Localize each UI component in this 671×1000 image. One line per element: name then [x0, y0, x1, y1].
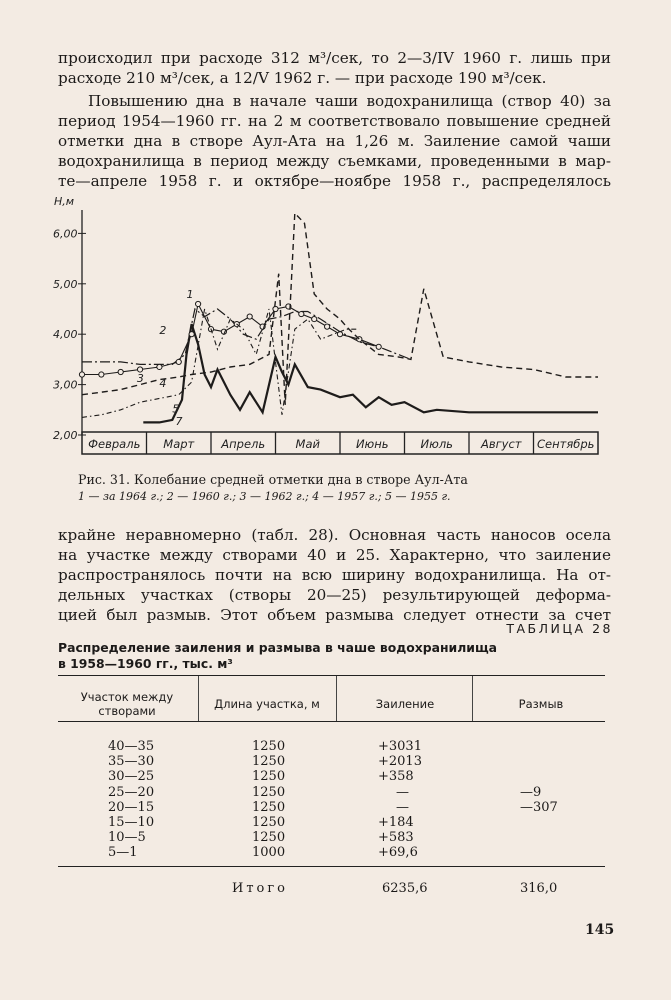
table-cell: — — [396, 784, 409, 800]
table-total-silting: 6235,6 — [382, 881, 428, 896]
data-point — [189, 332, 194, 337]
table-header-cell: Размыв — [518, 697, 564, 711]
data-point — [337, 332, 342, 337]
data-point — [247, 314, 252, 319]
table-cell: 40—35 — [108, 739, 155, 754]
x-tick-label: Август — [480, 437, 522, 451]
table-cell: +3031 — [378, 739, 422, 754]
data-point — [99, 372, 104, 377]
table-cell: 10—5 — [108, 830, 146, 846]
table-header-cell: Длина участка, м — [214, 697, 320, 711]
text-line: расходе 210 м³/сек, а 12/V 1962 г. — при расходе 190 м³/сек. — [58, 69, 547, 87]
data-point — [325, 324, 330, 329]
table-cell: 5—1 — [108, 845, 138, 861]
x-tick-label: Сентябрь — [537, 437, 595, 451]
text-line: отметки дна в створе Аул-Ата на 1,26 м. Заиление самой чаши — [58, 132, 611, 150]
x-tick-label: Июнь — [355, 437, 389, 451]
data-point — [176, 359, 181, 364]
paragraph-2 — [58, 91, 611, 191]
table-header-cell: Участок между створами — [80, 690, 174, 718]
y-tick-label: 2,00 — [53, 429, 78, 442]
page-number: 145 — [585, 922, 615, 938]
text-line: на участке между створами 40 и 25. Характерно, что заиление — [58, 546, 611, 564]
figure-chart — [52, 190, 612, 462]
table-top-rule — [58, 675, 605, 676]
table-title-line: Распределение заиления и размыва в чаше водохранилища — [58, 640, 498, 655]
table-cell: 20—15 — [108, 799, 155, 815]
table-cell: 1250 — [252, 784, 286, 800]
table-title-line: в 1958—1960 гг., тыс. м³ — [58, 656, 233, 671]
series-line-5 — [82, 309, 359, 417]
y-tick-label: 4,00 — [53, 328, 78, 342]
text-line: те—апреле 1958 г. и октябре—ноябре 1958 г., распределялось — [58, 172, 611, 190]
table-cell: +69,6 — [378, 845, 418, 861]
series-label: 1 — [186, 287, 194, 301]
series-label: 4 — [159, 377, 167, 391]
series-label: 7 — [175, 414, 183, 428]
text-line: дельных участках (створы 20—25) результирующей деформа- — [58, 586, 611, 604]
data-point — [157, 364, 162, 369]
series-label: 3 — [136, 372, 144, 386]
text-line: Повышению дна в начале чаши водохранилища (створ 40) за — [88, 92, 611, 110]
table-title — [58, 640, 497, 672]
table-cell: —307 — [520, 799, 558, 815]
table-total-erosion: 316,0 — [520, 881, 558, 896]
paragraph-3 — [58, 525, 611, 625]
table-col-divider — [472, 676, 473, 721]
data-point — [376, 344, 381, 349]
table-total-rule — [58, 866, 605, 867]
table-cell: — — [396, 799, 409, 815]
table-label: ТАБЛИЦА 28 — [506, 621, 613, 636]
data-point — [118, 369, 123, 374]
table-cell: 25—20 — [108, 784, 155, 800]
x-tick-label: Март — [163, 437, 195, 451]
caption-title: Рис. 31. Колебание средней отметки дна в створе Аул-Ата — [78, 472, 468, 487]
text-line: происходил при расходе 312 м³/сек, то 2—3/IV 1960 г. лишь при — [58, 49, 611, 67]
text-line: водохранилища в период между съемками, проведенными в мар- — [58, 152, 611, 170]
x-tick-label: Февраль — [88, 437, 141, 451]
y-axis-label: Н,м — [54, 195, 75, 208]
series-label: 5 — [172, 402, 180, 416]
data-point — [299, 311, 304, 316]
y-tick-label: 6,00 — [53, 227, 78, 241]
table-total-label: Итого — [232, 881, 288, 896]
x-tick-label: Май — [295, 437, 320, 451]
data-point — [312, 316, 317, 321]
table-cell: 15—10 — [108, 815, 155, 830]
series-line-2 — [82, 309, 411, 364]
text-line: цией был размыв. Этот объем размыва следует отнести за счет — [58, 606, 611, 624]
table-cell: +2013 — [378, 754, 422, 770]
table-cell: 1250 — [252, 754, 286, 770]
table-cell: 35—30 — [108, 754, 155, 770]
table-col-divider — [336, 676, 337, 721]
table-cell: 1250 — [252, 799, 286, 815]
text-line: крайне неравномерно (табл. 28). Основная часть наносов осела — [58, 526, 611, 544]
table-cell: +184 — [378, 815, 414, 830]
table-cell: 1250 — [252, 830, 286, 846]
table-cell: +583 — [378, 830, 414, 846]
table-header-rule — [58, 721, 605, 722]
text-line: период 1954—1960 гг. на 2 м соответствовало повышение средней — [58, 112, 611, 130]
x-tick-label: Апрель — [221, 437, 266, 451]
data-point — [196, 301, 201, 306]
table-cell: 1250 — [252, 815, 286, 830]
paragraph-1 — [58, 48, 611, 88]
table-cell: +358 — [378, 769, 414, 785]
table-cell: 30—25 — [108, 769, 155, 785]
text-line: распространялось почти на всю ширину водохранилища. На от- — [58, 566, 611, 584]
table-cell: 1000 — [252, 845, 286, 861]
y-tick-label: 3,00 — [53, 378, 78, 392]
series-line-1 — [143, 324, 598, 422]
x-tick-label: Июль — [420, 437, 453, 451]
table-header-cell: Заиление — [375, 697, 435, 711]
y-tick-label: 5,00 — [53, 277, 78, 291]
data-point — [273, 306, 278, 311]
table-cell: —9 — [520, 784, 542, 800]
table-cell: 1250 — [252, 769, 286, 785]
series-label: 2 — [159, 324, 167, 338]
table-col-divider — [198, 676, 199, 721]
caption-legend: 1 — за 1964 г.; 2 — 1960 г.; 3 — 1962 г.; 4 — 1957 г.; 5 — 1955 г. — [78, 490, 451, 503]
series-line-4 — [82, 213, 598, 405]
table-cell: 1250 — [252, 739, 286, 754]
figure-caption — [78, 471, 468, 505]
data-point — [79, 372, 84, 377]
